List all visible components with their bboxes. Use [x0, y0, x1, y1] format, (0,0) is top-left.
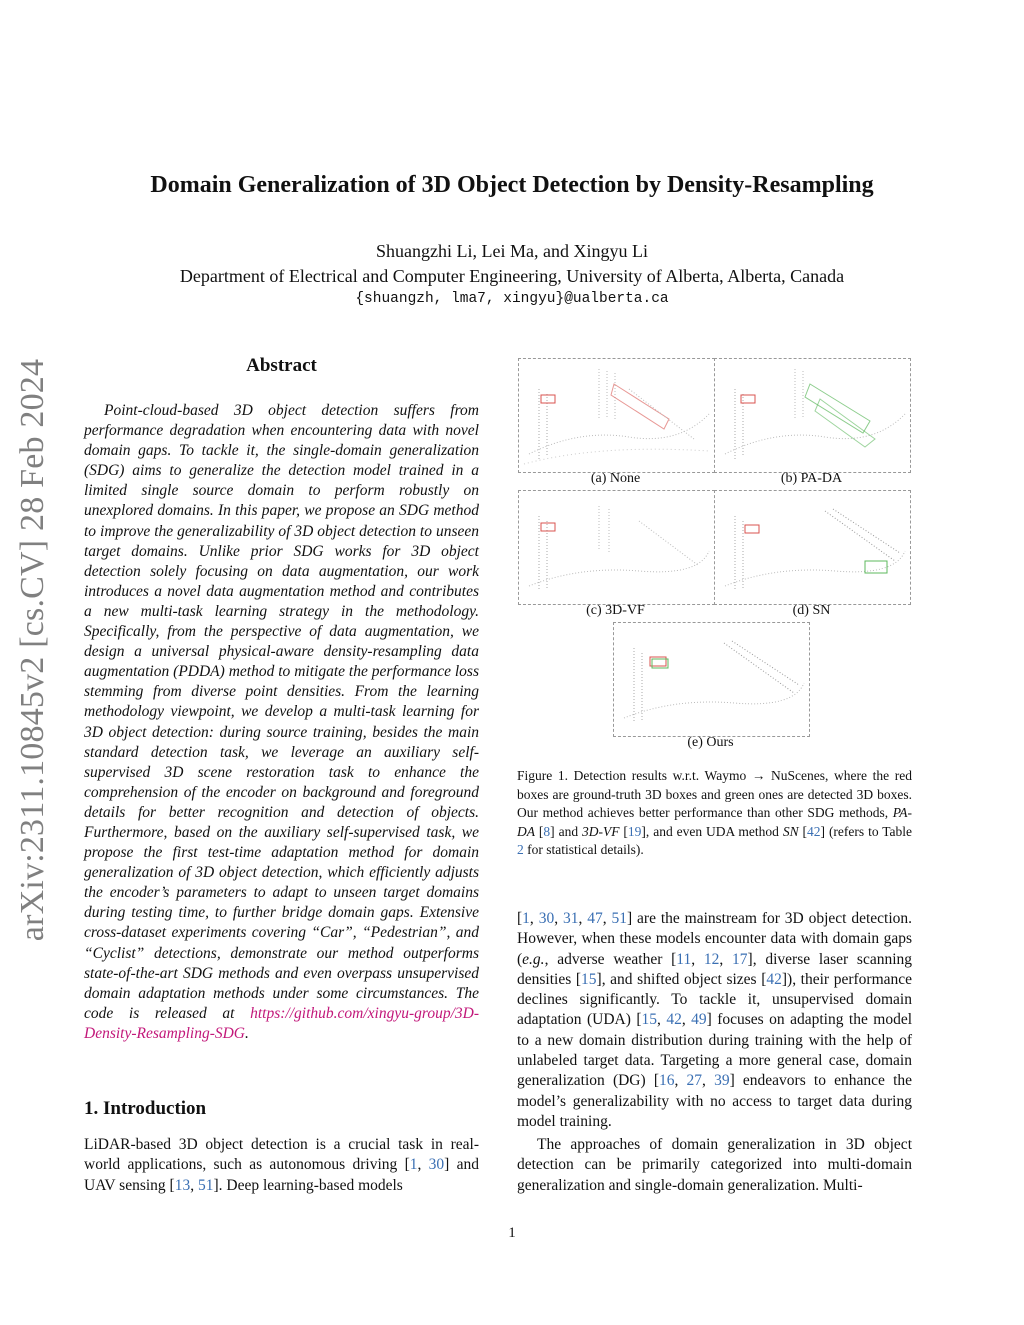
subcaption-e: (e) Ours	[687, 735, 734, 750]
right-column-paragraph-1: [1, 30, 31, 47, 51] are the mainstream for 3D object detection. However, when these models encounter data with domain gaps (e.g., adverse weather [11, 12, 17], diverse laser scanning densities [15], and shifted object sizes [42]), their performance declines significantly. To tackle it, unsupervised domain adaptation (UDA) [15, 42, 49] focuses on adapting the model to a new domain distribution during training with the help of unlabeled target data. Targeting a more general case, domain generalization (DG) [16, 27, 39] endeavors to enhance the model’s generalizability with no access to target data during model training.	[517, 910, 913, 1130]
caption-text: [	[535, 823, 544, 839]
section-heading-introduction: 1. Introduction	[84, 1098, 207, 1119]
body-text: ], and shifted object sizes [	[596, 970, 767, 988]
point-cloud-b	[715, 359, 910, 472]
body-text: ] endeavors to enhance the model’s generalizability with no access to target data during model training.	[517, 1072, 913, 1130]
abstract-body	[84, 401, 479, 1044]
caption-text: for statistical details).	[523, 842, 644, 858]
body-text: The approaches of domain generalization in 3D object detection can be primarily categorized into multi-domain generalization and single-domain generalization. Multi-	[517, 1136, 912, 1194]
intro-text: ]. Deep learning-based models	[213, 1176, 403, 1194]
caption-text: ], and even UDA method	[641, 823, 783, 839]
citation[interactable]: 31	[562, 910, 579, 927]
bracket: [	[517, 910, 523, 927]
subcaption-a: (a) None	[590, 471, 641, 486]
citation[interactable]: 42	[766, 970, 782, 988]
figure-panel-d	[714, 490, 911, 605]
body-text: , adverse weather [	[544, 950, 677, 968]
citation[interactable]: 16	[659, 1072, 675, 1090]
citation[interactable]: 12	[703, 950, 720, 968]
citation[interactable]: 39	[714, 1072, 730, 1090]
citation[interactable]: 8	[543, 823, 551, 839]
citation[interactable]: 15	[581, 970, 597, 988]
abstract-heading: Abstract	[246, 355, 317, 376]
caption-text: [	[619, 823, 628, 839]
caption-text: ] (refers to Table	[820, 823, 913, 839]
citation[interactable]: 42	[666, 1011, 682, 1029]
email: {shuangzh, lma7, xingyu}@ualberta.ca	[355, 291, 669, 307]
body-text: ] are the mainstream for 3D object detection. However, when these models encounter data with domain gaps (	[517, 910, 913, 968]
figure-panel-e	[613, 622, 810, 737]
citation[interactable]: 19	[627, 823, 642, 839]
citation[interactable]: 30	[428, 1156, 445, 1174]
citation[interactable]: 15	[641, 1011, 657, 1029]
citation[interactable]: 1	[522, 910, 530, 927]
affiliation: Department of Electrical and Computer Engineering, University of Alberta, Alberta, Canada	[179, 266, 845, 286]
table-reference[interactable]: 2	[517, 842, 524, 858]
caption-text: Figure 1. Detection results w.r.t. Waymo → NuScenes, where the red boxes are ground-truth 3D boxes and green ones are detected 3D boxes. Our method achieves better performance than other SDG methods,	[517, 768, 912, 821]
abstract-end: .	[245, 1024, 249, 1042]
caption-text: [	[798, 823, 808, 839]
method-name: 3D-VF	[582, 823, 620, 839]
page-number: 1	[508, 1225, 516, 1241]
right-column-paragraph-2	[517, 1135, 912, 1196]
subcaption-d: (d) SN	[792, 603, 831, 618]
abstract-text: Point-cloud-based 3D object detection suffers from performance degradation when encountering data with novel domain gaps. To tackle it, the single-domain generalization (SDG) aims to generalize the detection model trained in a limited single source domain to perform robustly on unexplored domains. In this paper, we propose an SDG method to improve the generalizability of 3D object detection to unseen target domains. Unlike prior SDG works for 3D object detection solely focusing on data augmentation, our work introduces a novel data augmentation method and contributes a new multi-task learning strategy in the methodology. Specifically, from the perspective of data augmentation, we design a universal physical-aware density-resampling data augmentation (PDDA) method to mitigate the performance loss stemming from diverse point densities. From the learning methodology viewpoint, we develop a multi-task learning for 3D object detection: during source training, besides the main standard detection task, we leverage an auxiliary self-supervised 3D scene restoration task to enhance the comprehension of the encoder on background and foreground details for better recognition and detection of objects. Furthermore, based on the auxiliary self-supervised task, we propose the first test-time adaptation method for domain generalization of 3D object detection, which efficiently adjusts the encoder’s parameters to adapt to unseen target domains during testing time, to further bridge domain gaps. Extensive cross-dataset experiments covering “Car”, “Pedestrian”, and “Cyclist” detections, demonstrate our method outperforms state-of-the-art SDG methods and even overpass unsupervised domain adaptation methods under some circumstances. The code is released at	[84, 402, 479, 1022]
point-cloud-c	[519, 491, 714, 604]
citation[interactable]: 51	[197, 1176, 214, 1194]
figure-panel-c	[518, 490, 715, 605]
citation[interactable]: 17	[732, 950, 748, 968]
citation[interactable]: 11	[676, 950, 692, 968]
intro-text: ] and UAV sensing [	[84, 1156, 480, 1194]
citation[interactable]: 42	[807, 823, 821, 839]
subcaption-c: (c) 3D-VF	[586, 603, 645, 618]
citation[interactable]: 1	[409, 1156, 418, 1174]
paper-title: Domain Generalization of 3D Object Detection by Density-Resampling	[150, 172, 874, 198]
arxiv-id: arXiv:2311.10845v2 [cs.CV] 28 Feb 2024	[14, 358, 51, 942]
intro-paragraph: LiDAR-based 3D object detection is a crucial task in real-world applications, such as autonomous driving [1, 30] and UAV sensing [13, 51]. Deep learning-based models	[84, 1136, 480, 1194]
point-cloud-a	[519, 359, 714, 472]
caption-text: ] and	[550, 823, 582, 839]
body-text: e.g.	[522, 950, 545, 968]
code-link[interactable]: https://github.com/xingyu-group/3D-Density-Resampling-SDG	[84, 1004, 479, 1042]
body-text: ], diverse laser scanning densities [	[517, 950, 913, 988]
authors: Shuangzhi Li, Lei Ma, and Xingyu Li	[376, 241, 648, 261]
intro-text: LiDAR-based 3D object detection is a crucial task in real-world applications, such as autonomous driving [	[84, 1136, 479, 1174]
point-cloud-d	[715, 491, 910, 604]
citation[interactable]: 30	[538, 910, 555, 927]
method-name: SN	[782, 823, 799, 839]
citation[interactable]: 27	[686, 1072, 703, 1090]
citation[interactable]: 47	[587, 910, 603, 927]
method-name: PA-DA	[517, 805, 912, 839]
point-cloud-e	[614, 623, 809, 736]
figure-caption	[517, 767, 912, 860]
figure-panel-a	[518, 358, 715, 473]
citation[interactable]: 49	[691, 1011, 707, 1029]
figure-panel-b	[714, 358, 911, 473]
subcaption-b: (b) PA-DA	[780, 471, 843, 486]
body-text: ] focuses on adapting the model to a new domain distribution during training with the help of unlabeled target data. Targeting a more general case, domain generalization (DG) [	[517, 1011, 913, 1090]
arxiv-stamp	[10, 360, 56, 940]
body-text: ]), their performance declines significantly. To tackle it, unsupervised domain adaptation (UDA) [	[517, 970, 913, 1029]
citation[interactable]: 13	[174, 1176, 191, 1194]
citation[interactable]: 51	[611, 910, 627, 927]
